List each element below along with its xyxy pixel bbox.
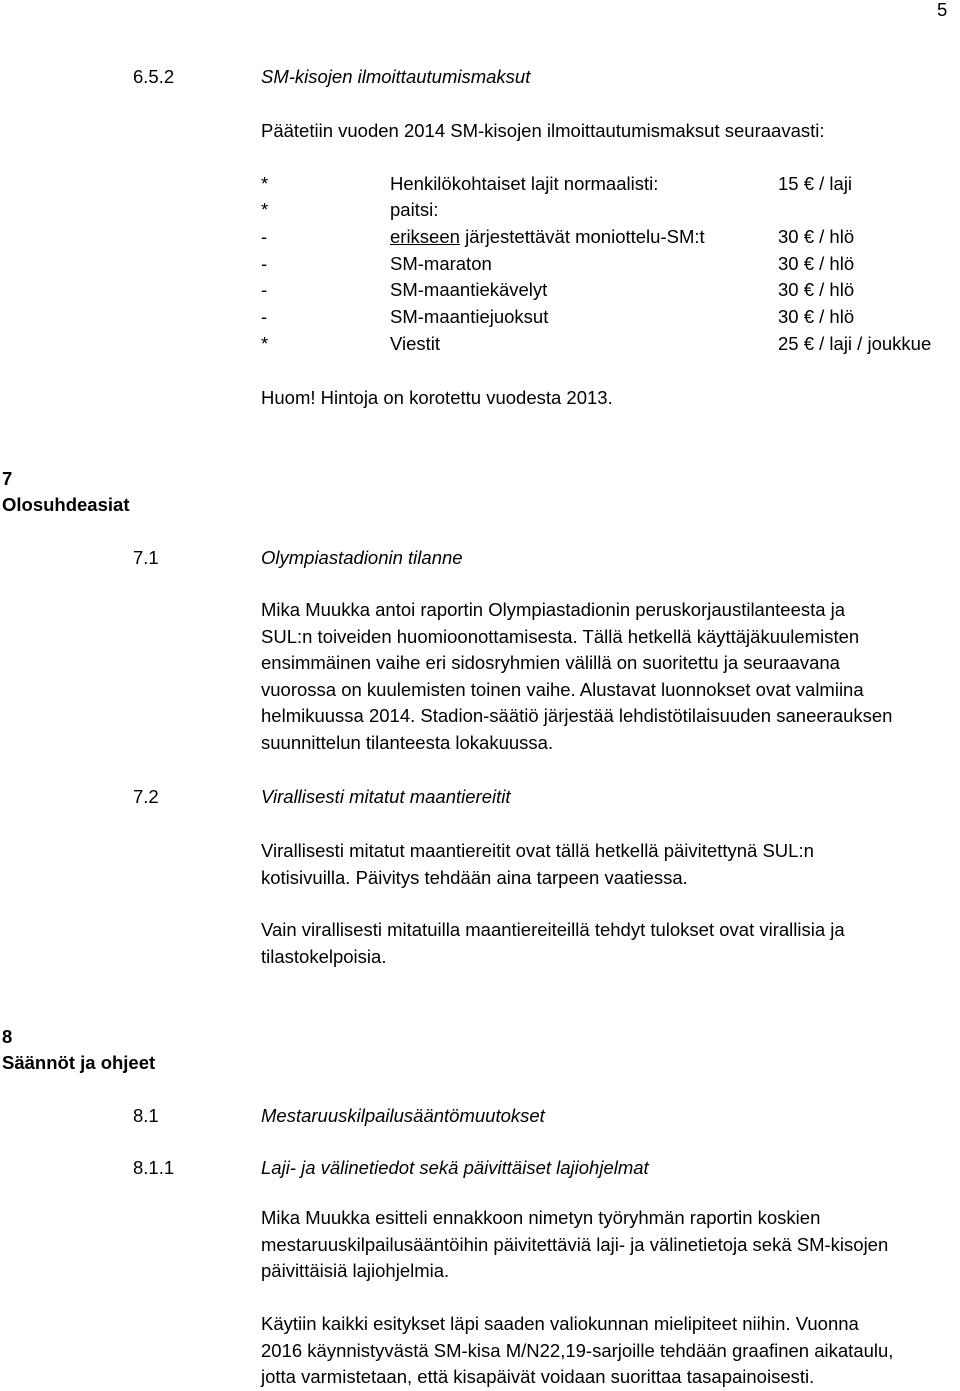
paragraph-line: Mika Muukka antoi raportin Olympiastadionin peruskorjaustilanteesta ja [261, 599, 846, 620]
bullet-mark: * [261, 173, 269, 194]
fee-label: Viestit [390, 333, 441, 354]
section-7-2-paragraph-1 [261, 838, 951, 891]
paragraph-line: jotta varmistetaan, että kisapäivät voidaan suorittaa tasapainoisesti. [261, 1366, 815, 1387]
fee-price: 30 € / hlö [778, 226, 855, 247]
section-7-2-paragraph-2 [261, 917, 951, 970]
paragraph-line: vuorossa on kuulemisten toinen vaihe. Alustavat luonnokset ovat valmiina [261, 678, 864, 700]
section-7-1-number: 7.1 [133, 547, 159, 568]
fee-price: 15 € / laji [778, 173, 853, 194]
paragraph-line: 2016 käynnistyvästä SM-kisa M/N22,19-sarjoille tehdään graafinen aikataulu, [261, 1339, 894, 1361]
paragraph-line: Mika Muukka esitteli ennakkoon nimetyn työryhmän raportin koskien [261, 1207, 821, 1228]
section-8-1-1-paragraph-1 [261, 1205, 951, 1285]
section-7-number: 7 [2, 468, 13, 489]
fee-label: Henkilökohtaiset lajit normaalisti: [390, 173, 659, 194]
section-7-2-title: Virallisesti mitatut maantiereitit [261, 786, 511, 807]
fee-row [261, 224, 960, 251]
fee-row [261, 251, 960, 278]
fee-price: 30 € / hlö [778, 279, 855, 300]
section-8-title: Säännöt ja ohjeet [2, 1052, 156, 1073]
paragraph-line: ensimmäinen vaihe eri sidosryhmien välillä on suoritettu ja seuraavana [261, 652, 840, 673]
page-number: 5 [937, 0, 948, 20]
fee-label: SM-maraton [390, 253, 492, 274]
section-8-1-1-title: Laji- ja välinetiedot sekä päivittäiset lajiohjelmat [261, 1157, 649, 1178]
fee-price: 25 € / laji / joukkue [778, 333, 932, 354]
fee-label: SM-maantiekävelyt [390, 279, 548, 300]
paragraph-line: Käytiin kaikki esitykset läpi saaden valiokunnan mielipiteet niihin. Vuonna [261, 1313, 859, 1334]
fee-label-emphasis: erikseen [390, 226, 460, 247]
section-6-5-2-number: 6.5.2 [133, 66, 175, 87]
section-8-1-1-paragraph-2 [261, 1311, 951, 1391]
section-7-2-number: 7.2 [133, 786, 159, 807]
section-6-5-2-title: SM-kisojen ilmoittautumismaksut [261, 66, 531, 87]
section-7-1-title: Olympiastadionin tilanne [261, 547, 463, 568]
fee-row [261, 331, 960, 358]
dash-mark: - [261, 253, 268, 274]
fees-intro: Päätetiin vuoden 2014 SM-kisojen ilmoittautumismaksut seuraavasti: [261, 120, 825, 141]
section-8-number: 8 [2, 1026, 13, 1047]
fee-price: 30 € / hlö [778, 306, 855, 327]
fee-label: paitsi: [390, 199, 439, 220]
dash-mark: - [261, 226, 268, 247]
fee-label: SM-maantiejuoksut [390, 306, 549, 327]
paragraph-line: päivittäisiä lajiohjelmia. [261, 1260, 450, 1281]
fee-row [261, 304, 960, 331]
paragraph-line: Virallisesti mitatut maantiereitit ovat tällä hetkellä päivitettynä SUL:n [261, 840, 814, 861]
section-8-1-1-number: 8.1.1 [133, 1157, 175, 1178]
dash-mark: - [261, 306, 268, 327]
dash-mark: - [261, 279, 268, 300]
bullet-mark: * [261, 333, 269, 354]
paragraph-line: kotisivuilla. Päivitys tehdään aina tarpeen vaatiessa. [261, 866, 688, 888]
fee-price: 30 € / hlö [778, 253, 855, 274]
fee-row [261, 171, 960, 198]
section-8-1-number: 8.1 [133, 1105, 159, 1126]
paragraph-line: SUL:n toiveiden huomioonottamisesta. Tällä hetkellä käyttäjäkuulemisten [261, 625, 860, 647]
section-7-1-paragraph [261, 597, 951, 756]
section-8-1-title: Mestaruuskilpailusääntömuutokset [261, 1105, 545, 1126]
paragraph-line: Vain virallisesti mitatuilla maantiereiteillä tehdyt tulokset ovat virallisia ja [261, 919, 845, 940]
bullet-mark: * [261, 199, 269, 220]
paragraph-line: helmikuussa 2014. Stadion-säätiö järjestää lehdistötilaisuuden saneerauksen [261, 705, 893, 726]
fee-label-rest: järjestettävät moniottelu-SM:t [459, 226, 705, 247]
fee-row [261, 277, 960, 304]
section-7-title: Olosuhdeasiat [2, 494, 130, 515]
paragraph-line: mestaruuskilpailusääntöihin päivitettäviä laji- ja välinetietoja sekä SM-kisojen [261, 1233, 889, 1255]
fees-note: Huom! Hintoja on korotettu vuodesta 2013. [261, 387, 613, 408]
fee-row [261, 197, 960, 224]
fee-label [390, 224, 705, 251]
paragraph-line: suunnittelun tilanteesta lokakuussa. [261, 731, 554, 753]
paragraph-line: tilastokelpoisia. [261, 945, 387, 967]
